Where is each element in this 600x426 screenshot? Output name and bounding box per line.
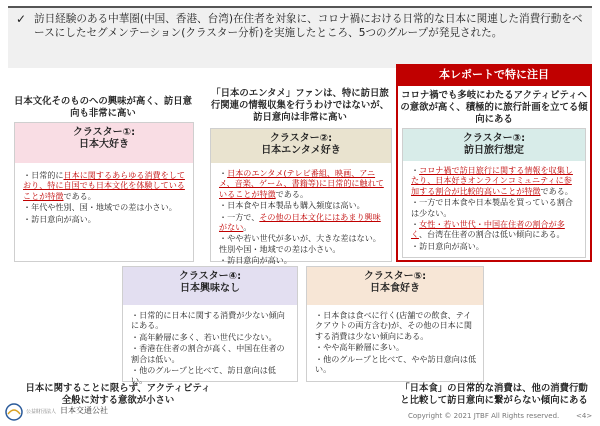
list-item: ・訪日意向が高い。	[411, 240, 484, 251]
list-item: ・年代や性別、国・地域での差は小さい。	[23, 202, 177, 213]
list-item: ・他のグループと比べて、やや訪日意向は低い。	[315, 353, 477, 375]
cluster-3-header	[403, 129, 585, 161]
cluster-4-card	[122, 266, 298, 386]
list-item: ・やや高年齢層に多い。	[315, 342, 405, 353]
highlight-label: 本レポートで特に注目	[396, 64, 592, 86]
summary-box	[8, 6, 592, 68]
checkmark-icon: ✓	[16, 12, 27, 26]
cluster-2-title: クラスター②:	[269, 133, 333, 144]
cluster-5-header	[307, 267, 483, 305]
cluster-5-card	[306, 266, 484, 382]
list-item: ・一方で日本食や日本製品を買っている割合は少ない。	[411, 197, 573, 218]
cluster-3-points	[403, 161, 585, 251]
footer-copyright: Copyright © 2021 JTBF All Rights reserved.	[408, 412, 560, 420]
footer-org-prefix: 公益財団法人	[26, 409, 57, 415]
list-item: ・日本食や日本製品も購入頻度は高い。	[219, 200, 365, 211]
cluster-1-subtitle: 日本大好き	[79, 139, 129, 150]
list-item: ・日本食は食べに行く(店舗での飲食、テイクアウトの両方含む)が、その他の日本に関する消費は少ない傾向にある。	[315, 310, 472, 341]
list-item: ・訪日意向が高い。	[219, 255, 292, 266]
cluster-1-description: 日本文化そのものへの興味が高く、訪日意向も非常に高い	[14, 96, 192, 119]
list-item: ・女性・若い世代・中国在住者の割合が多く、台湾在住者の割合は低い傾向にある。	[411, 219, 565, 240]
list-item: ・日常的に日本に関するあらゆる消費をしており、特に自国でも日本文化を体験していることが特徴である。	[23, 170, 185, 201]
list-item: ・日本のエンタメ(テレビ番組、映画、アニメ、音楽、ゲーム、書籍等)に日常的に触れていることが特徴である。	[219, 168, 384, 199]
cluster-2-header	[211, 129, 391, 163]
cluster-3-card	[402, 128, 586, 258]
list-item: ・他のグループと比べて、訪日意向は低い。	[131, 365, 276, 386]
cluster-3-description: コロナ禍でも多岐にわたるアクティビティへの意欲が高く、積極的に旅行計画を立てる傾向にある	[400, 90, 588, 125]
list-item: ・高年齢層に多く、若い世代に少ない。	[131, 331, 277, 342]
cluster-2-points	[211, 163, 391, 266]
logo-icon	[4, 402, 24, 422]
page-number: <4>	[576, 412, 593, 420]
cluster-5-points	[307, 305, 483, 374]
cluster-3-subtitle: 訪日旅行想定	[464, 145, 524, 156]
list-item: ・コロナ禍で訪日旅行に関する情報を収集したり、日本好きオンラインコミュニティに参加する割合が比較的高いことが特徴である。	[411, 165, 573, 196]
cluster-3-title: クラスター③:	[462, 133, 526, 144]
list-item: ・訪日意向が高い。	[23, 213, 96, 224]
cluster-5-subtitle: 日本食好き	[370, 283, 420, 294]
cluster-2-card	[210, 128, 392, 266]
cluster-1-title: クラスター①:	[72, 127, 136, 138]
list-item: ・日常的に日本に関する消費が少ない傾向にある。	[131, 310, 285, 331]
summary-text: 訪日経験のある中華圏(中国、香港、台湾)在住者を対象に、コロナ禍における日常的な日本に関連した消費行動をベースにしたセグメンテーション(クラスター分析)を実施したところ、5つのグループが発見された。	[34, 13, 583, 39]
cluster-1-points	[15, 163, 193, 224]
cluster-2-subtitle: 日本エンタメ好き	[261, 145, 341, 156]
cluster-4-description: 日本に関することに限らず、アクティビティ全般に対する意欲が小さい	[25, 383, 211, 406]
list-item: ・香港在住者の割合が高く、中国在住者の割合は低い。	[131, 343, 285, 364]
cluster-1-card	[14, 122, 194, 262]
list-item: ・一方で、その他の日本文化にはあまり興味がない。	[219, 211, 381, 233]
cluster-4-header	[123, 267, 297, 305]
cluster-4-points	[123, 305, 297, 386]
cluster-4-subtitle: 日本興味なし	[180, 283, 240, 294]
list-item: ・やや若い世代が多いが、大きな差はない。性別や国・地域での差は小さい。	[219, 233, 381, 254]
cluster-4-title: クラスター④:	[178, 271, 242, 282]
footer-org: 日本交通公社	[60, 406, 108, 415]
cluster-5-description: 「日本食」の日常的な消費は、他の消費行動と比較して訪日意向に繋がらない傾向にある	[400, 383, 588, 406]
cluster-2-description: 「日本のエンタメ」ファンは、特に訪日旅行関連の情報収集を行うわけではないが、訪日意向は非常に高い	[210, 88, 390, 123]
cluster-1-header	[15, 123, 193, 163]
cluster-5-title: クラスター⑤:	[363, 271, 427, 282]
